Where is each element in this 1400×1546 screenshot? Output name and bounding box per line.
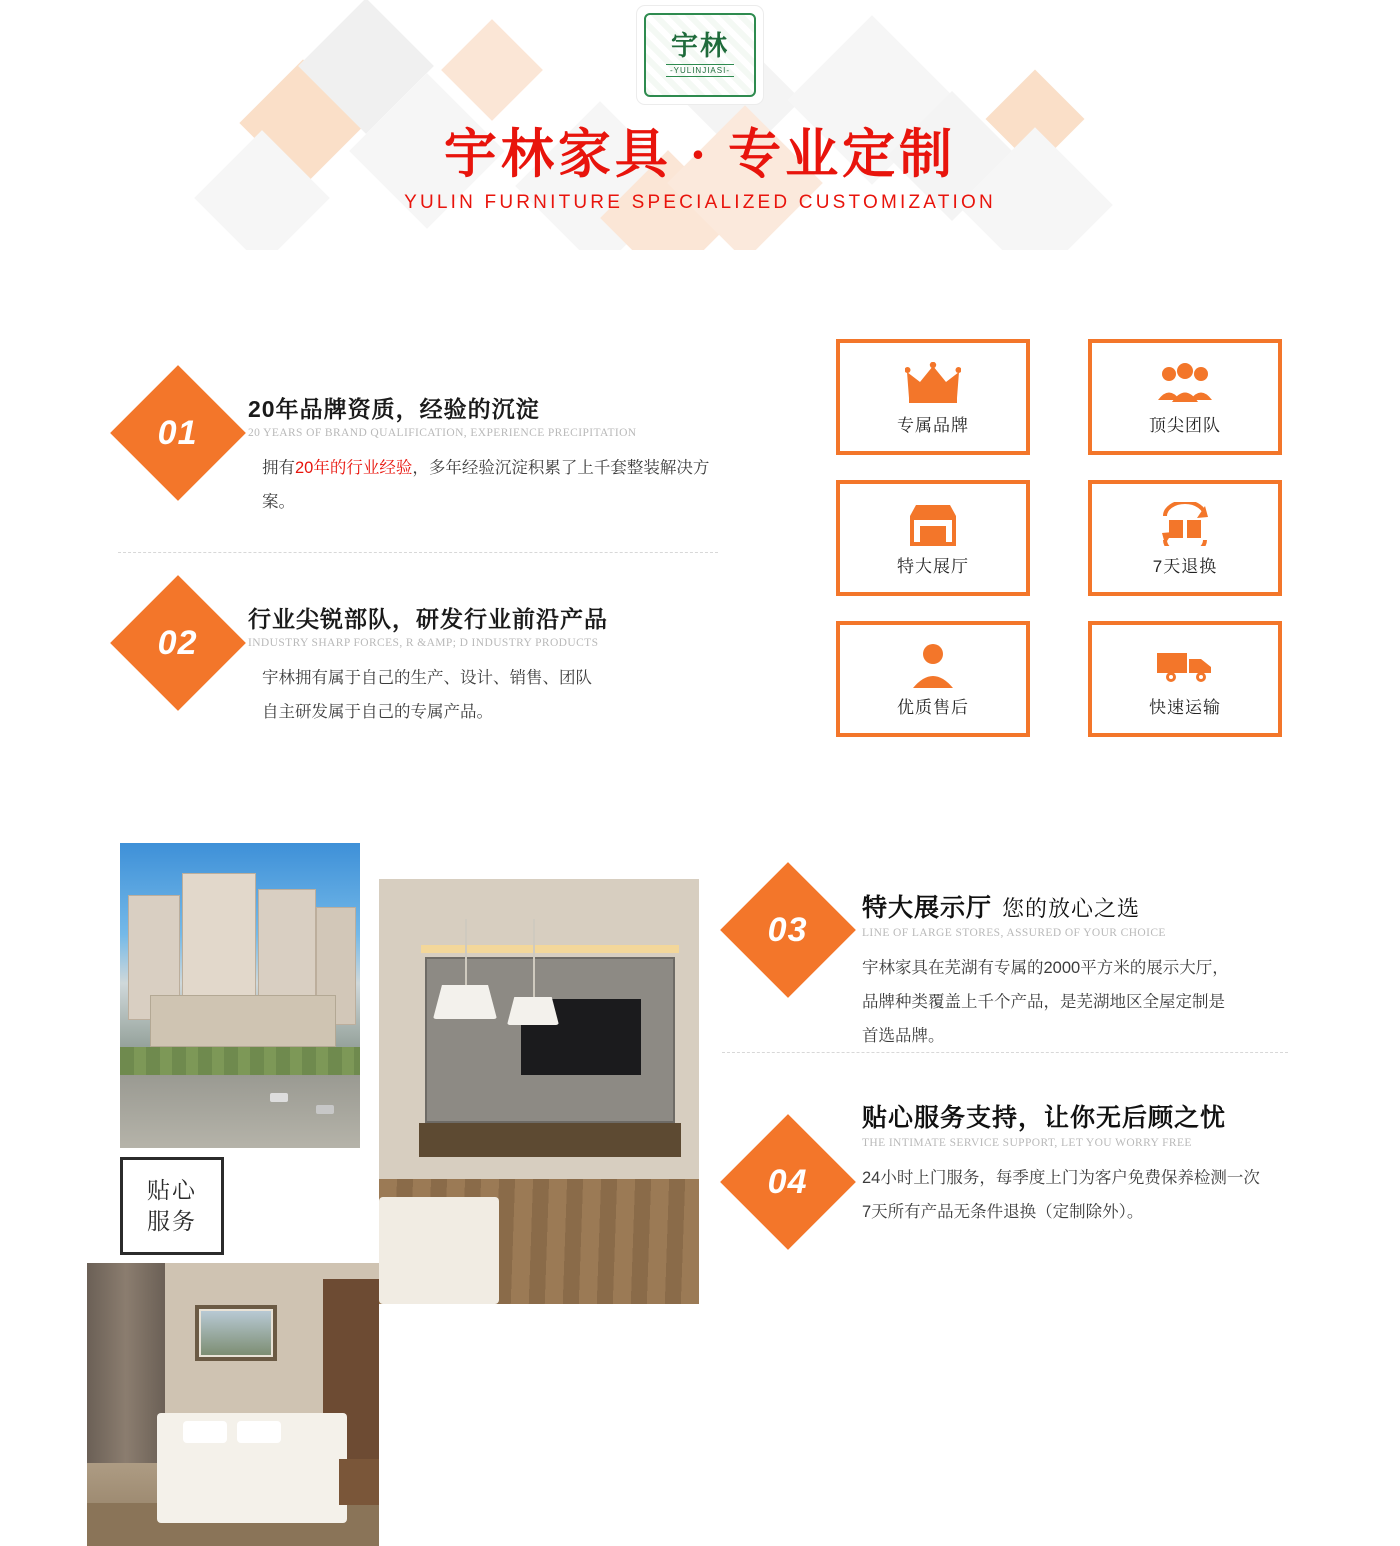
advantage-card-aftersales[interactable]	[836, 621, 1030, 737]
feature-body-04	[862, 1161, 1382, 1229]
advantage-icon-grid	[836, 339, 1282, 737]
feature-block-01	[130, 385, 718, 519]
feature-number-04: 04	[768, 1162, 808, 1201]
feature-english-02: INDUSTRY SHARP FORCES, R &AMP; D INDUSTRY PRODUCTS	[248, 637, 599, 649]
feature-block-03	[740, 882, 1362, 1053]
feature-block-02	[130, 595, 718, 729]
feature-body-line3-03: 首选品牌。	[862, 1027, 945, 1045]
page-subtitle: YULIN FURNITURE SPECIALIZED CUSTOMIZATION	[404, 192, 996, 213]
feature-number-02: 02	[158, 623, 198, 662]
feature-body-line1-04: 24小时上门服务，每季度上门为客户免费保养检测一次	[862, 1169, 1260, 1187]
advantage-label-aftersales: 优质售后	[897, 697, 969, 717]
advantage-label-brand: 专属品牌	[897, 415, 969, 435]
feature-divider-2	[722, 1052, 1288, 1053]
feature-number-badge-02	[110, 575, 246, 711]
bedroom-photo	[87, 1263, 379, 1546]
feature-body-02	[248, 661, 718, 729]
advantage-label-showroom: 特大展厅	[897, 556, 969, 576]
logo-chinese-text: 宇林	[671, 31, 729, 61]
feature-number-03: 03	[768, 910, 808, 949]
feature-divider-1	[118, 552, 718, 553]
living-room-photo	[379, 879, 699, 1304]
feature-heading-main-04: 贴心服务支持，让你无后顾之忧	[862, 1104, 1227, 1132]
feature-body-line1-03: 宇林家具在芜湖有专属的2000平方米的展示大厅，	[862, 959, 1229, 977]
advantage-card-team[interactable]	[1088, 339, 1282, 455]
advantage-label-team: 顶尖团队	[1149, 415, 1221, 435]
feature-body-highlight-01: 20年的行业经验	[295, 459, 413, 477]
feature-english-04: THE INTIMATE SERVICE SUPPORT, LET YOU WORRY FREE	[862, 1137, 1192, 1149]
feature-number-01: 01	[158, 413, 198, 452]
caption-box-service	[120, 1157, 224, 1255]
feature-english-01: 20 YEARS OF BRAND QUALIFICATION, EXPERIENCE PRECIPITATION	[248, 427, 637, 439]
advantage-card-return[interactable]	[1088, 480, 1282, 596]
team-icon	[1156, 359, 1214, 407]
advantage-card-showroom[interactable]	[836, 480, 1030, 596]
advantage-label-shipping: 快速运输	[1149, 697, 1221, 717]
feature-body-01	[248, 451, 718, 519]
feature-body-line2-03: 品牌种类覆盖上千个产品，是芜湖地区全屋定制是	[862, 993, 1225, 1011]
store-icon	[906, 500, 960, 548]
feature-english-03: LINE OF LARGE STORES, ASSURED OF YOUR CHOICE	[862, 927, 1166, 939]
return-icon	[1157, 500, 1213, 548]
logo-pinyin-text: -YULINJIASI-	[666, 64, 734, 77]
page-title: 宇林家具 · 专业定制	[443, 126, 957, 184]
feature-block-04	[740, 1092, 1382, 1230]
caption-line-2: 服务	[147, 1208, 197, 1234]
truck-icon	[1155, 641, 1215, 689]
building-photo	[120, 843, 360, 1148]
feature-heading-main-03: 特大展示厅	[862, 894, 993, 922]
advantage-card-shipping[interactable]	[1088, 621, 1282, 737]
advantage-card-brand[interactable]	[836, 339, 1030, 455]
feature-number-badge-01	[110, 365, 246, 501]
feature-heading-sub-03: 您的放心之选	[1002, 896, 1141, 921]
feature-body-pre-01: 拥有	[262, 459, 295, 477]
service-agent-icon	[909, 641, 957, 689]
brand-logo	[637, 6, 763, 104]
page-header	[0, 0, 1400, 250]
feature-body-03	[862, 951, 1362, 1053]
feature-body-line2-04: 7天所有产品无条件退换（定制除外）。	[862, 1203, 1144, 1221]
feature-number-badge-03	[720, 862, 856, 998]
feature-body-line1-02: 宇林拥有属于自己的生产、设计、销售、团队	[262, 669, 592, 687]
feature-body-line2-02: 自主研发属于自己的专属产品。	[262, 703, 493, 721]
feature-body-post-01: ，多年经验沉淀积累了上千套整装解决方案。	[262, 459, 710, 511]
crown-icon	[905, 359, 961, 407]
feature-heading-02: 行业尖锐部队，研发行业前沿产品	[248, 606, 608, 632]
caption-line-1: 贴心	[147, 1177, 197, 1203]
feature-heading-01: 20年品牌资质，经验的沉淀	[248, 396, 540, 422]
feature-number-badge-04	[720, 1114, 856, 1250]
advantage-label-return: 7天退换	[1152, 556, 1218, 576]
